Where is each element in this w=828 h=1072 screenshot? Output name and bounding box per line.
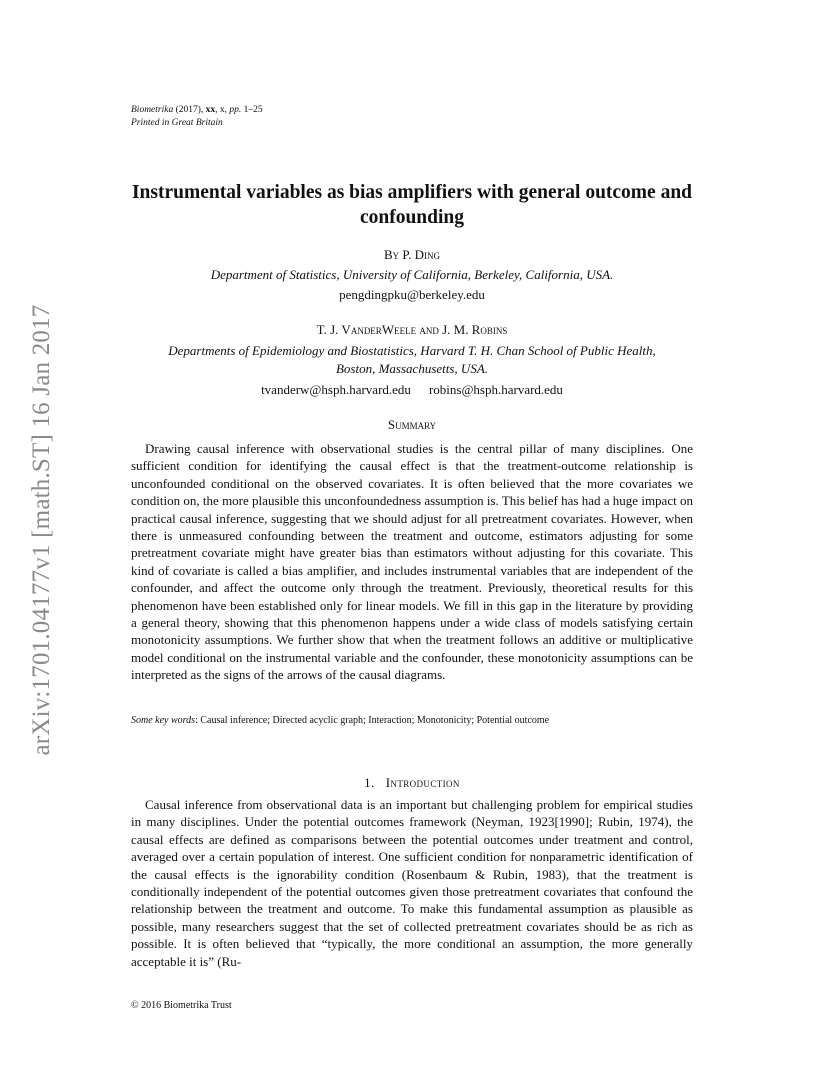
journal-header xyxy=(131,104,263,130)
journal-pages-label: pp. xyxy=(229,105,242,115)
affiliation-2-line-1: Departments of Epidemiology and Biostatistics, Harvard T. H. Chan School of Public Health, xyxy=(168,343,656,358)
author-line-1: By P. Ding xyxy=(383,247,441,262)
section-title: Introduction xyxy=(385,775,460,790)
email-2b: robins@hsph.harvard.edu xyxy=(428,382,563,397)
journal-issue: , x, xyxy=(215,105,230,115)
intro-paragraph: Causal inference from observational data is an important but challenging problem for empirical studies in many disciplines. Under the potential outcomes framework (Neyman, 1923[1990]; Rubin, 1974), the causal effects are defined as comparisons between the potential outcomes under treatment and control, averaged over a certain population of interest. One sufficient condition for nonparametric identification of the causal effects is the ignorability condition (Rosenbaum & Rubin, 1983), that the treatment is conditionally independent of the potential outcomes given those pretreatment covariates that confound the relationship between the treatment and outcome. To make this fundamental assumption as plausible as possible, many researchers suggest that the set of collected pretreatment covariates should be as rich as possible. It is often believed that “typically, the more conditional an assumption, the more generally acceptable it is” (Ru- xyxy=(131,797,693,969)
paper-title: Instrumental variables as bias amplifiers with general outcome and confounding xyxy=(131,182,693,228)
email-1: pengdingpku@berkeley.edu xyxy=(339,287,485,302)
email-2a: tvanderw@hsph.harvard.edu xyxy=(261,382,411,397)
section-number: 1. xyxy=(364,775,375,790)
journal-citation xyxy=(131,104,263,117)
section-heading xyxy=(131,774,693,791)
keywords xyxy=(131,714,693,728)
journal-volume: xx xyxy=(205,105,216,115)
keywords-text: : Causal inference; Directed acyclic graph; Interaction; Monotonicity; Potential outcome xyxy=(195,715,550,726)
affiliation-2-line-2: Boston, Massachusetts, USA. xyxy=(335,361,489,376)
summary-heading: Summary xyxy=(387,417,437,432)
emails-2 xyxy=(110,381,714,399)
keywords-label: Some key words xyxy=(131,715,196,726)
copyright-footer: © 2016 Biometrika Trust xyxy=(131,1000,232,1011)
journal-name: Biometrika xyxy=(131,105,174,115)
journal-pages: 1–25 xyxy=(241,105,263,115)
arxiv-stamp: arXiv:1701.04177v1 [math.ST] 16 Jan 2017 xyxy=(28,304,55,756)
summary-text: Drawing causal inference with observational studies is the central pillar of many disciplines. One sufficient condition for identifying the causal effect is that the treatment-outcome relationship is unconfounded conditional on the observed covariates. It is often believed that the more covariates we condition on, the more plausible this unconfoundedness assumption is. This belief has had a huge impact on practical causal inference, suggesting that we should adjust for all pretreatment covariates. However, when there is unmeasured confounding between the treatment and outcome, estimators adjusting for some pretreatment covariate might have greater bias than estimators without adjusting for this covariate. This kind of covariate is called a bias amplifier, and includes instrumental variables that are independent of the confounder, and affect the outcome only through the treatment. Previously, theoretical results for this phenomenon have been established only for linear models. We fill in this gap in the literature by providing a general theory, showing that this phenomenon happens under a wide class of models satisfying certain monotonicity assumptions. We further show that when the treatment follows an additive or multiplicative model conditional on the instrumental variable and the confounder, these monotonicity assumptions can be interpreted as the signs of the arrows of the causal diagrams. xyxy=(131,441,693,683)
affiliation-1: Department of Statistics, University of California, Berkeley, California, USA. xyxy=(210,267,614,282)
author-line-2: T. J. VanderWeele and J. M. Robins xyxy=(316,322,508,337)
journal-year: (2017), xyxy=(173,105,206,115)
printed-location: Printed in Great Britain xyxy=(131,118,223,128)
